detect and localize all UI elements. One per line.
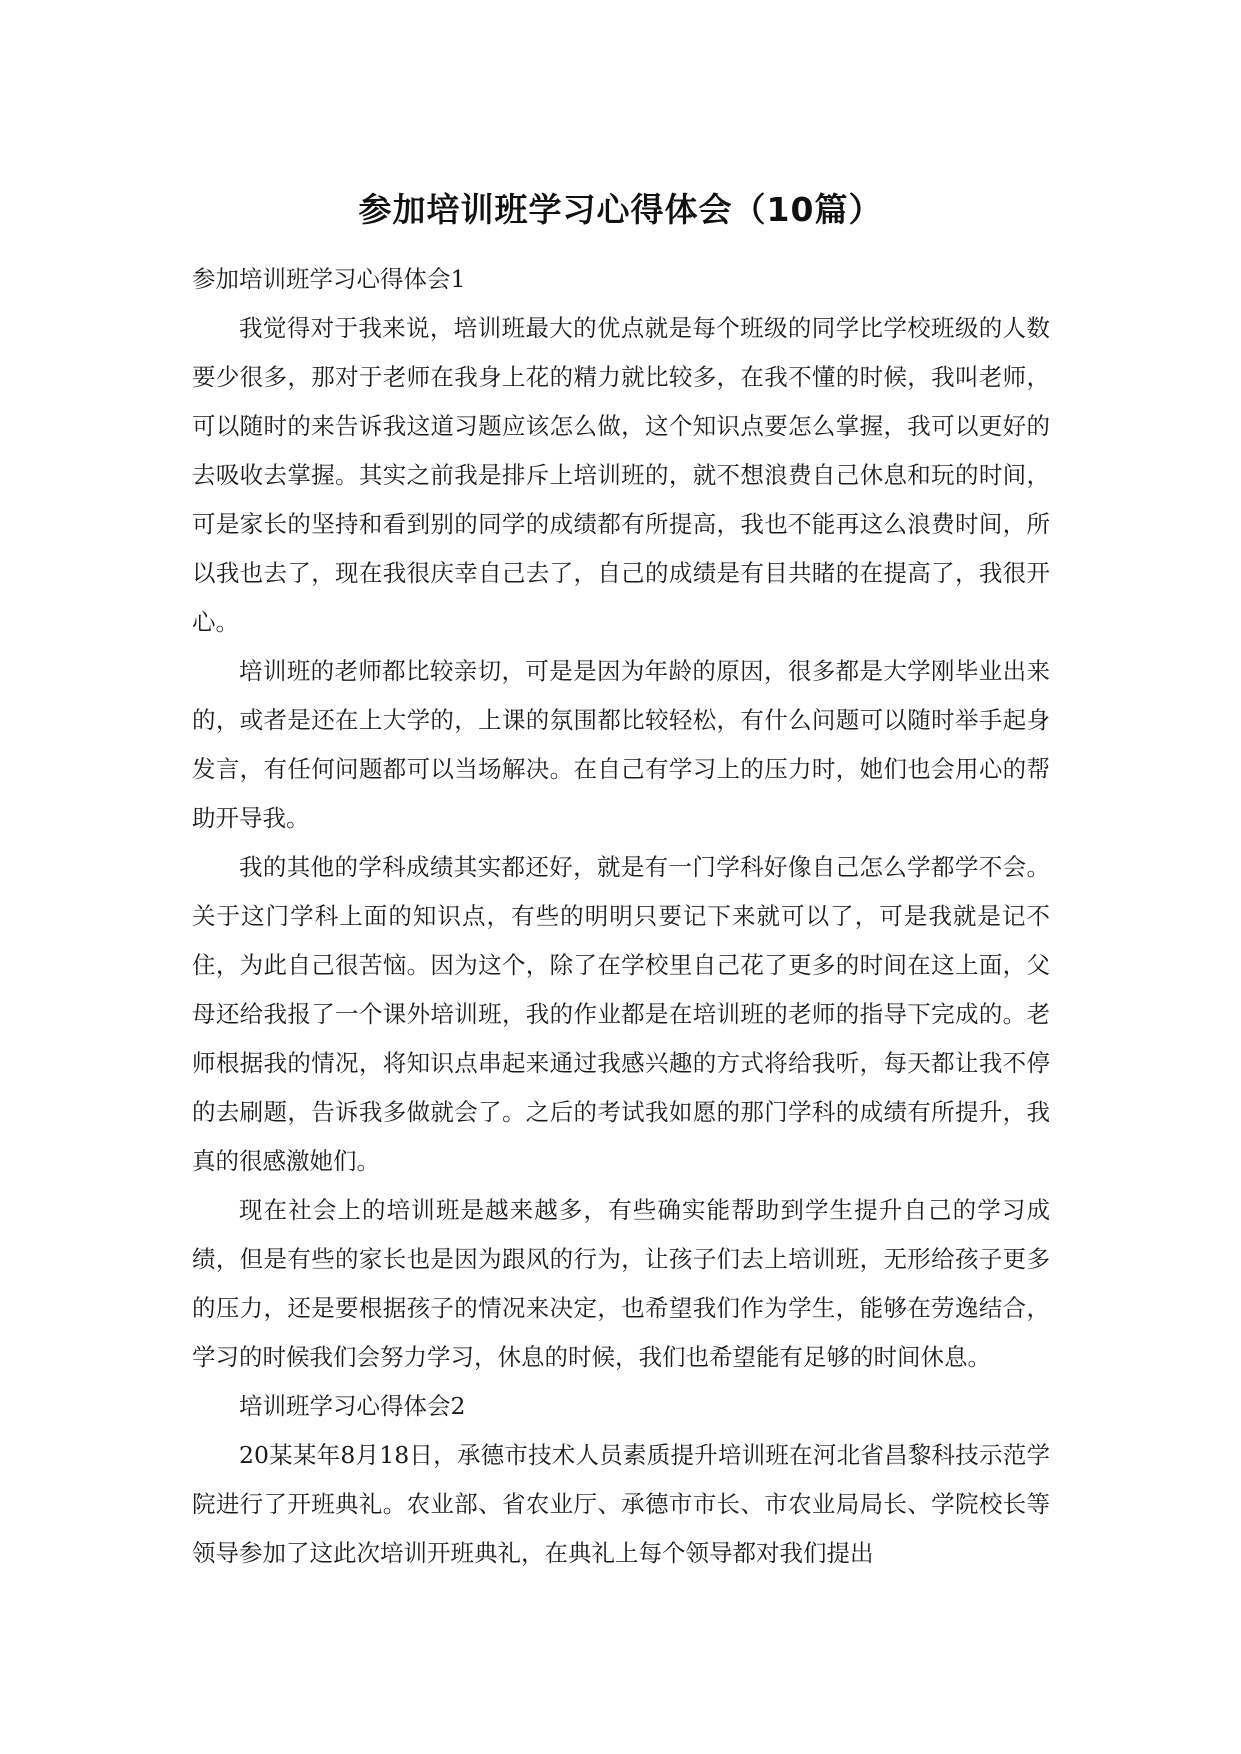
section-heading-2: 培训班学习心得体会2 — [239, 1392, 466, 1420]
paragraph: 我的其他的学科成绩其实都还好，就是有一门学科好像自己怎么学都学不会。关于这门学科上面的知识点，有些的明明只要记下来就可以了，可是我就是记不住，为此自己很苦恼。因为这个，除了在学校里自己花了更多的时间在这上面，父母还给我报了一个课外培训班，我的作业都是在培训班的老师的指导下完成的。老师根据我的情况，将知识点串起来通过我感兴趣的方式将给我听，每天都让我不停的去刷题，告诉我多做就会了。之后的考试我如愿的那门学科的成绩有所提升，我真的很感激她们。 — [192, 853, 1050, 1175]
paragraph: 培训班的老师都比较亲切，可是是因为年龄的原因，很多都是大学刚毕业出来的，或者是还在上大学的，上课的氛围都比较轻松，有什么问题可以随时举手起身发言，有任何问题都可以当场解决。在自己有学习上的压力时，她们也会用心的帮助开导我。 — [192, 657, 1050, 832]
paragraph: 20某某年8月18日，承德市技术人员素质提升培训班在河北省昌黎科技示范学院进行了开班典礼。农业部、省农业厅、承德市市长、市农业局局长、学院校长等领导参加了这此次培训开班典礼，在典礼上每个领导都对我们提出 — [192, 1441, 1050, 1567]
document-title: 参加培训班学习心得体会（10篇） — [358, 190, 883, 229]
paragraph: 我觉得对于我来说，培训班最大的优点就是每个班级的同学比学校班级的人数要少很多，那对于老师在我身上花的精力就比较多，在我不懂的时候，我叫老师，可以随时的来告诉我这道习题应该怎么做，这个知识点要怎么掌握，我可以更好的去吸收去掌握。其实之前我是排斥上培训班的，就不想浪费自己休息和玩的时间，可是家长的坚持和看到别的同学的成绩都有所提高，我也不能再这么浪费时间，所以我也去了，现在我很庆幸自己去了，自己的成绩是有目共睹的在提高了，我很开心。 — [192, 314, 1050, 636]
document-body — [192, 255, 1050, 1578]
paragraph: 现在社会上的培训班是越来越多，有些确实能帮助到学生提升自己的学习成绩，但是有些的家长也是因为跟风的行为，让孩子们去上培训班，无形给孩子更多的压力，还是要根据孩子的情况来决定，也希望我们作为学生，能够在劳逸结合，学习的时候我们会努力学习，休息的时候，我们也希望能有足够的时间休息。 — [192, 1196, 1050, 1371]
section-heading-1: 参加培训班学习心得体会1 — [192, 265, 466, 293]
